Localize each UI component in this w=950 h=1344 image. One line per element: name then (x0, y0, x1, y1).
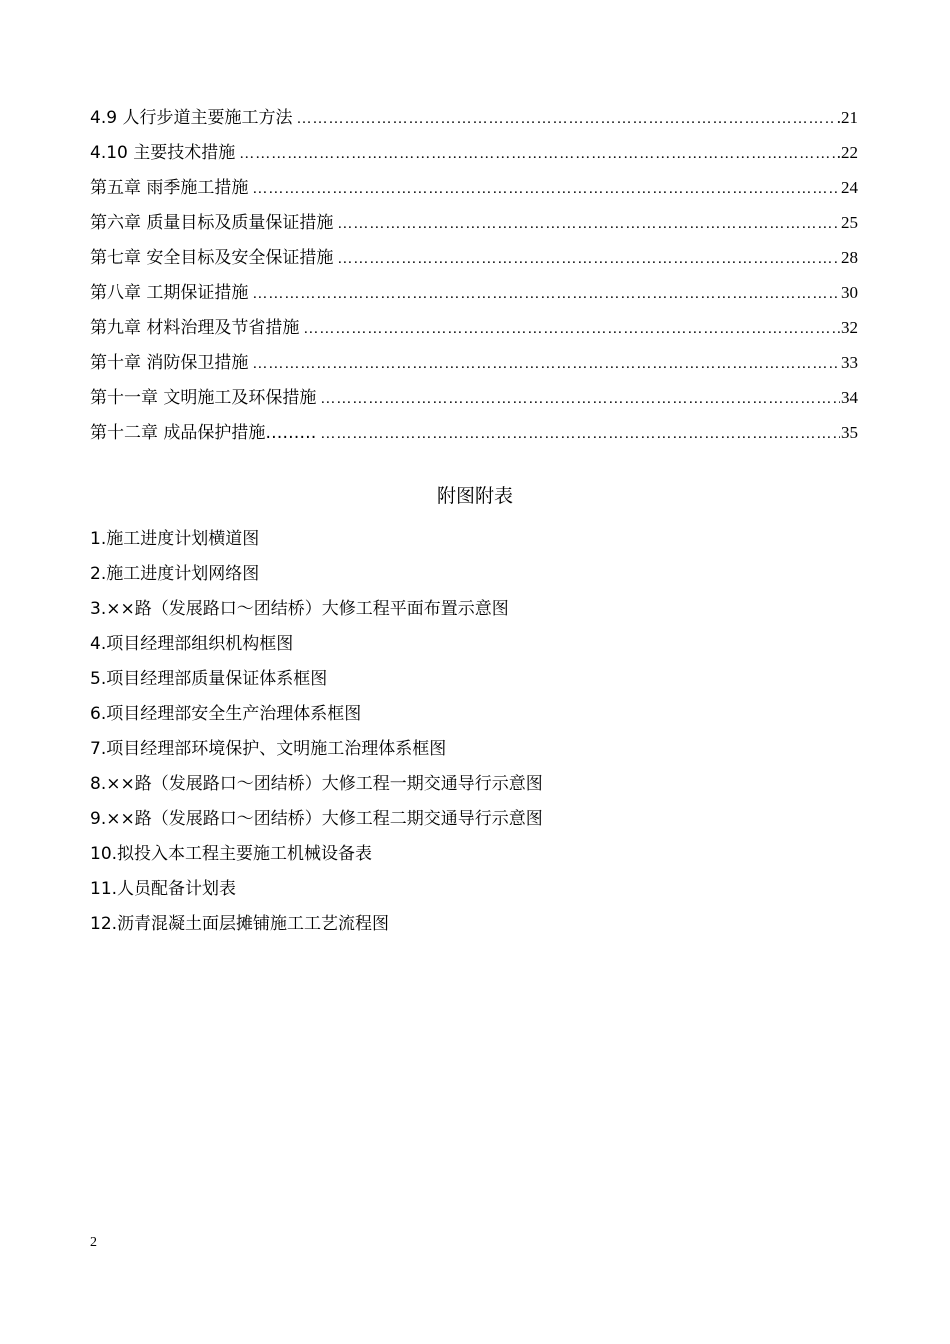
toc-entry[interactable] (90, 351, 858, 386)
toc-entry[interactable] (90, 316, 858, 351)
appendix-item: 12.沥青混凝土面层摊铺施工工艺流程图 (90, 914, 390, 934)
toc-leader-dots (252, 177, 840, 201)
toc-entry-label: 第八章 工期保证措施 (90, 283, 249, 303)
toc-entry-page: 32 (841, 318, 858, 337)
toc-entry[interactable] (90, 386, 858, 421)
toc-entry-page: .22 (836, 143, 858, 162)
toc-entry-page: 30 (841, 283, 858, 302)
toc-entry-label: 第五章 雨季施工措施 (90, 178, 249, 198)
appendix-item: 9.××路（发展路口～团结桥）大修工程二期交通导行示意图 (90, 809, 543, 829)
toc-leader-dots (252, 282, 840, 306)
toc-entry[interactable] (90, 176, 858, 211)
toc-entry[interactable] (90, 141, 858, 176)
toc-entry[interactable] (90, 246, 858, 281)
toc-entry-page: 25 (841, 213, 858, 232)
toc-entry[interactable] (90, 421, 858, 456)
appendix-item: 8.××路（发展路口～团结桥）大修工程一期交通导行示意图 (90, 774, 543, 794)
toc-leader-dots (320, 422, 840, 446)
toc-leader-dots (303, 317, 840, 341)
toc-entry-label: 第十一章 文明施工及环保措施 (90, 388, 317, 408)
toc-entry-page: 34 (841, 388, 858, 407)
page-number: 2 (90, 1235, 97, 1250)
appendix-item: 1.施工进度计划横道图 (90, 529, 260, 549)
appendix-item: 2.施工进度计划网络图 (90, 564, 260, 584)
appendix-title: 附图附表 (436, 485, 513, 507)
toc-entry-page: .21 (836, 108, 858, 127)
appendix-item: 7.项目经理部环境保护、文明施工治理体系框图 (90, 739, 447, 759)
toc-entry-label: 第六章 质量目标及质量保证措施 (90, 213, 334, 233)
appendix-item: 3.××路（发展路口～团结桥）大修工程平面布置示意图 (90, 599, 509, 619)
toc-leader-dots (337, 247, 840, 271)
appendix-item: 6.项目经理部安全生产治理体系框图 (90, 704, 362, 724)
toc-entry[interactable] (90, 211, 858, 246)
toc-leader-dots (337, 212, 840, 236)
toc-entry-page: 35 (841, 423, 858, 442)
appendix-item: 4.项目经理部组织机构框图 (90, 634, 294, 654)
toc-entry-page: 24 (841, 178, 858, 197)
toc-entry-page: 28 (841, 248, 858, 267)
appendix-list (90, 527, 870, 947)
appendix-item: 5.项目经理部质量保证体系框图 (90, 669, 328, 689)
toc-leader-dots (252, 352, 840, 376)
toc-entry[interactable] (90, 281, 858, 316)
appendix-item: 10.拟投入本工程主要施工机械设备表 (90, 844, 373, 864)
toc-entry[interactable] (90, 106, 858, 141)
table-of-contents (90, 106, 858, 456)
toc-entry-label: 4.10 主要技术措施 (90, 143, 236, 163)
toc-entry-label: 4.9 人行步道主要施工方法 (90, 108, 293, 128)
toc-leader-dots (239, 142, 835, 166)
toc-leader-dots (320, 387, 840, 411)
toc-leader-dots (296, 107, 835, 131)
toc-entry-label: 第十二章 成品保护措施……… (90, 423, 317, 443)
appendix-item: 11.人员配备计划表 (90, 879, 237, 899)
toc-entry-label: 第七章 安全目标及安全保证措施 (90, 248, 334, 268)
toc-entry-label: 第十章 消防保卫措施 (90, 353, 249, 373)
toc-entry-label: 第九章 材料治理及节省措施 (90, 318, 300, 338)
toc-entry-page: 33 (841, 353, 858, 372)
